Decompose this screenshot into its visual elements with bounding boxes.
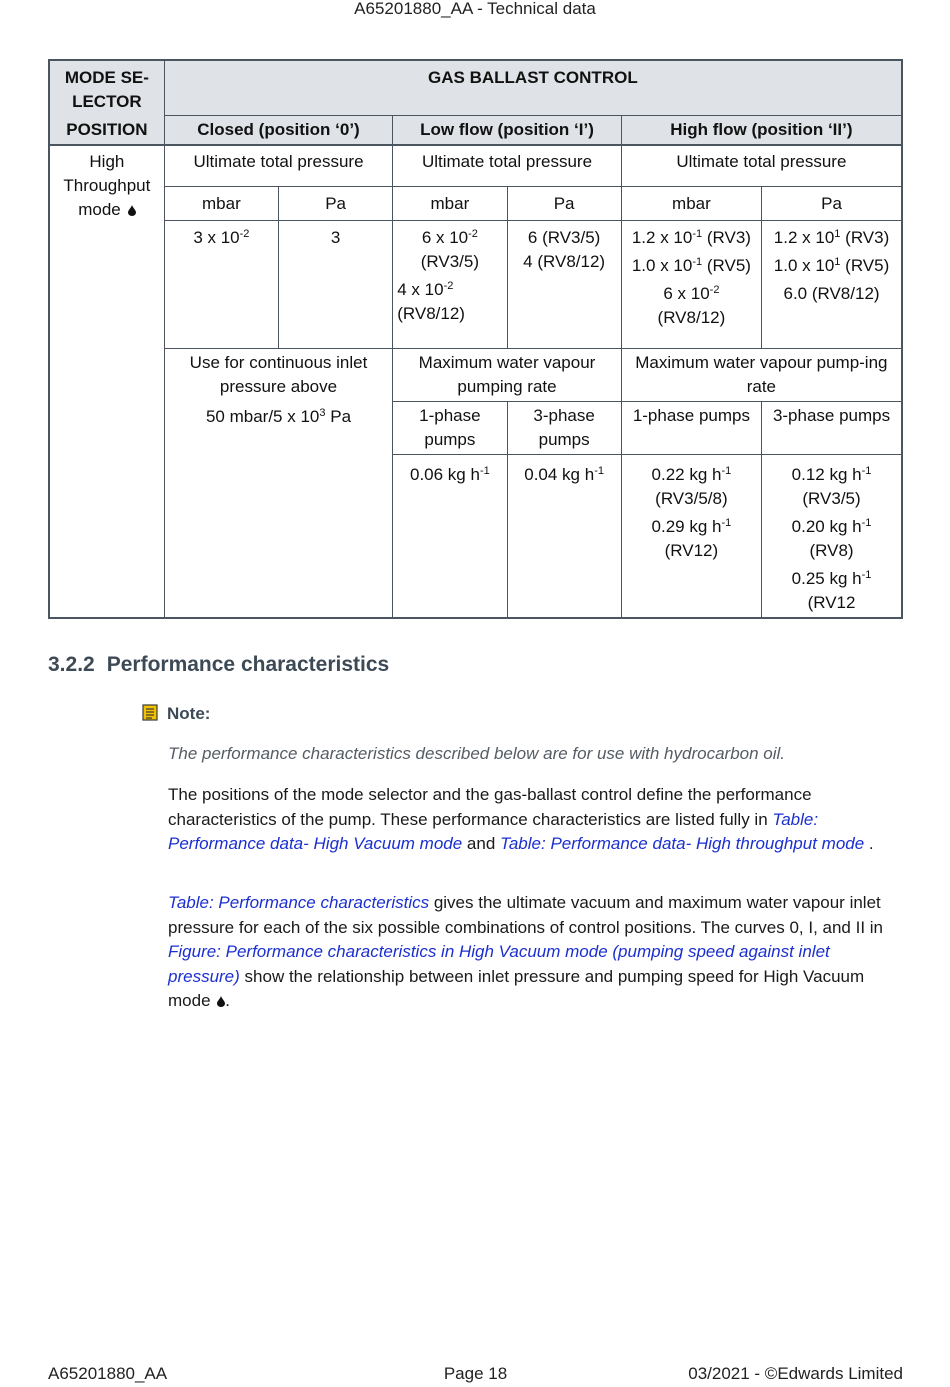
section-title: Performance characteristics [106, 653, 390, 676]
paragraph-2: Table: Performance characteristics gives the ultimate vacuum and maximum water vapour inlet pressure for each of the six possible combinations of control positions. The curves 0, I, and II in Figure: Performance characteristics in High Vacuum mode (pumping speed against inlet pressure) show the relationship between inlet pressure and pumping speed for High Vacuum mode . [168, 893, 884, 1010]
ultimate-label-high: Ultimate total pressure [621, 145, 902, 187]
high-mbar-cell: 1.2 x $10^{-1}$ (RV3) 1.0 x $10^{-1}$ (RV5) 6 x $10^{-2}$ (RV8/12) [621, 221, 761, 349]
footer-doc-id: A65201880_AA [48, 1364, 168, 1383]
high-pa-cell: 1.2 x $10^1$ (RV3) 1.0 x $10^1$ (RV5) 6.0 (RV8/12) [762, 221, 902, 349]
high-3-phase-rate: 0.12 kg $h^{-1}$ (RV3/5) 0.20 kg $h^{-1}$ (RV8) 0.25 kg $h^{-1}$ (RV12 [762, 455, 902, 619]
low-rate-label: Maximum water vapour pumping rate [393, 349, 622, 402]
low-1-phase-rate: 0.06 kg $h^{-1}$ [393, 455, 507, 619]
page-footer [48, 1363, 903, 1385]
xref-performance-characteristics-table[interactable]: Table: Performance characteristics [168, 893, 430, 912]
unit-cell: mbar [393, 187, 507, 221]
closed-pa-cell: 3 [279, 221, 393, 349]
ultimate-pressure-row [49, 145, 902, 187]
note-heading [142, 703, 210, 725]
low-flow-position-header: Low flow (position ‘I’) [393, 115, 622, 145]
unit-cell: mbar [164, 187, 278, 221]
mode-selector-header: MODE SE- LECTOR POSITION [49, 60, 164, 145]
ultimate-values-row [49, 221, 902, 349]
paragraph-1: The positions of the mode selector and the gas-ballast control define the performance characteristics of the pump. These performance characteristics are listed fully in Table: Performance data- High Vacuum mode and Table: Performance data- High throughput mode . [168, 785, 874, 853]
low-3-phase-rate: 0.04 kg $h^{-1}$ [507, 455, 621, 619]
continuous-inlet-cell: Use for continuous inlet pressure above 50 mbar/5 x $10^3$ Pa [164, 349, 393, 619]
high-flow-position-header: High flow (position ‘II’) [621, 115, 902, 145]
phase-3-label: 3-phase pumps [762, 402, 902, 455]
xref-performance-figure[interactable]: Figure: Performance characteristics in High Vacuum mode (pumping speed against inlet pressure) [168, 942, 830, 986]
drop-icon [128, 205, 136, 216]
closed-mbar-cell: 3 x $10^{-2}$ [164, 221, 278, 349]
performance-data-table [48, 59, 903, 619]
high-rate-label: Maximum water vapour pump-ing rate [621, 349, 902, 402]
unit-row [49, 187, 902, 221]
low-pa-cell: 6 (RV3/5) 4 (RV8/12) [507, 221, 621, 349]
note-label: Note: [167, 704, 211, 723]
unit-cell: mbar [621, 187, 761, 221]
footer-page-number: Page 18 [443, 1364, 508, 1383]
xref-high-throughput-table[interactable]: Table: Performance data- High throughput mode [500, 834, 865, 853]
mode-cell: High Throughput mode [49, 145, 164, 618]
footer-copyright: 03/2021 - ©Edwards Limited [688, 1364, 903, 1383]
high-1-phase-rate: 0.22 kg $h^{-1}$ (RV3/5/8) 0.29 kg $h^{-1}$ (RV12) [621, 455, 761, 619]
low-mbar-cell: 6 x $10^{-2}$ (RV3/5) 4 x $10^{-2}$ (RV8/12) [393, 221, 507, 349]
unit-cell: Pa [762, 187, 902, 221]
position-header-row [49, 115, 902, 145]
closed-position-header: Closed (position ‘0’) [164, 115, 393, 145]
unit-cell: Pa [279, 187, 393, 221]
table-header-row [49, 60, 902, 115]
running-header: A65201880_AA - Technical data [354, 0, 596, 18]
phase-1-label: 1-phase pumps [621, 402, 761, 455]
phase-3-label: 3-phase pumps [507, 402, 621, 455]
section-heading [48, 652, 389, 678]
section-number: 3.2.2 [48, 653, 95, 676]
ultimate-label-low: Ultimate total pressure [393, 145, 622, 187]
ultimate-label-closed: Ultimate total pressure [164, 145, 393, 187]
phase-1-label: 1-phase pumps [393, 402, 507, 455]
unit-cell: Pa [507, 187, 621, 221]
note-icon [142, 704, 158, 721]
note-text: The performance characteristics described below are for use with hydrocarbon oil. [168, 744, 786, 763]
inlet-rate-header-row [49, 349, 902, 402]
xref-high-vacuum-table[interactable]: Table: Performance data- High Vacuum mode [168, 809, 819, 853]
gas-ballast-header: GAS BALLAST CONTROL [164, 60, 902, 115]
